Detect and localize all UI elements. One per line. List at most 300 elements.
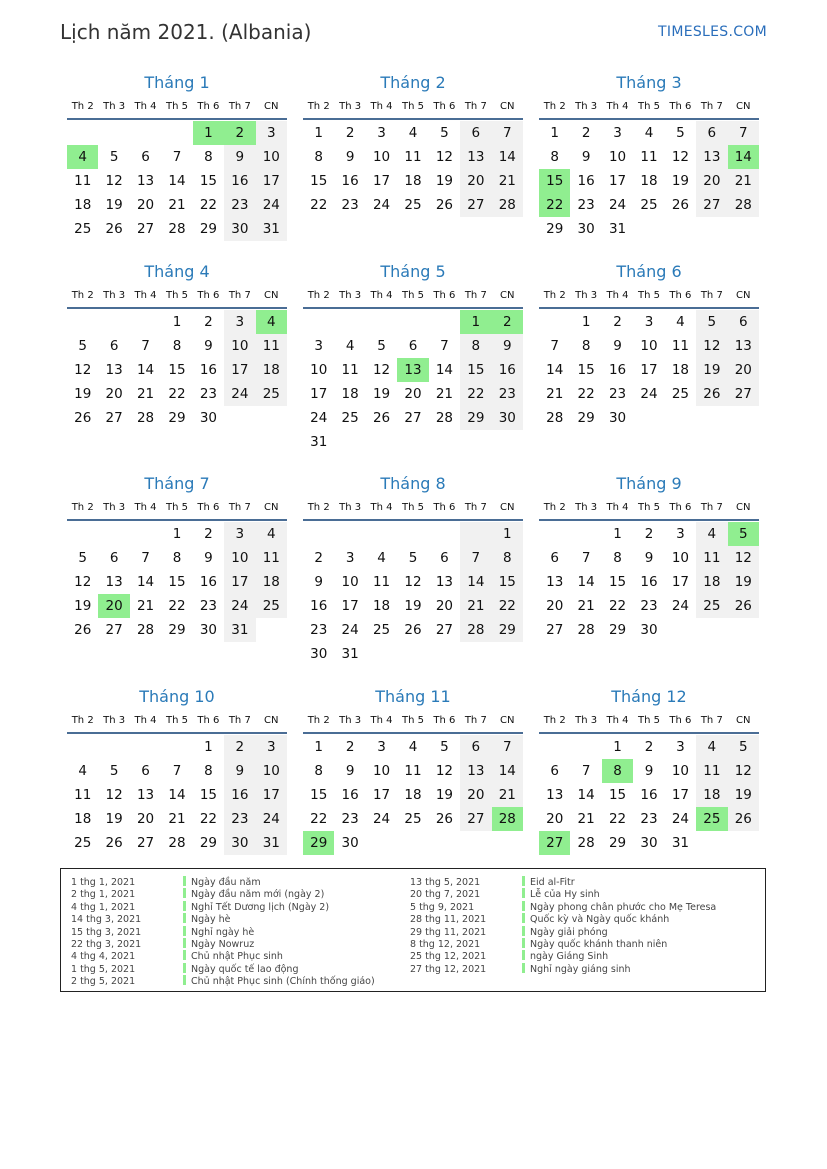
day-cell[interactable]: 3 (314, 338, 323, 354)
day-cell[interactable]: 7 (492, 121, 523, 145)
day-cell[interactable]: 10 (341, 574, 359, 590)
day-cell[interactable]: 12 (728, 759, 759, 783)
holiday-day-cell[interactable]: 5 (728, 522, 759, 546)
day-cell[interactable]: 9 (314, 574, 323, 590)
day-cell[interactable]: 4 (644, 125, 654, 141)
day-cell[interactable]: 20 (546, 598, 564, 614)
day-cell[interactable]: 7 (550, 338, 559, 354)
day-cell[interactable]: 26 (105, 221, 123, 237)
day-cell[interactable]: 25 (256, 594, 287, 618)
day-cell[interactable]: 5 (109, 763, 119, 779)
day-cell[interactable]: 6 (460, 735, 491, 759)
day-cell[interactable]: 17 (372, 173, 391, 189)
day-cell[interactable]: 14 (492, 145, 523, 169)
day-cell[interactable]: 22 (460, 382, 491, 406)
day-cell[interactable]: 26 (696, 382, 727, 406)
day-cell[interactable]: 29 (577, 410, 595, 426)
day-cell[interactable]: 26 (74, 622, 92, 638)
day-cell[interactable]: 29 (460, 406, 491, 430)
holiday-day-cell[interactable]: 22 (539, 193, 570, 217)
day-cell[interactable]: 21 (577, 598, 595, 614)
day-cell[interactable]: 16 (640, 574, 658, 590)
day-cell[interactable]: 23 (608, 386, 627, 402)
day-cell[interactable]: 1 (172, 314, 182, 330)
day-cell[interactable]: 13 (728, 334, 759, 358)
day-cell[interactable]: 25 (256, 382, 287, 406)
day-cell[interactable]: 3 (256, 735, 287, 759)
day-cell[interactable]: 16 (310, 598, 328, 614)
day-cell[interactable]: 19 (404, 598, 422, 614)
day-cell[interactable]: 21 (492, 783, 523, 807)
day-cell[interactable]: 1 (613, 526, 622, 542)
day-cell[interactable]: 8 (204, 763, 213, 779)
day-cell[interactable]: 24 (640, 386, 658, 402)
day-cell[interactable]: 28 (168, 835, 186, 851)
day-cell[interactable]: 14 (136, 574, 155, 590)
day-cell[interactable]: 4 (408, 739, 418, 755)
day-cell[interactable]: 15 (199, 173, 218, 189)
day-cell[interactable]: 14 (546, 362, 564, 378)
day-cell[interactable]: 10 (608, 149, 627, 165)
day-cell[interactable]: 18 (74, 197, 92, 213)
day-cell[interactable]: 19 (105, 197, 123, 213)
day-cell[interactable]: 18 (696, 783, 727, 807)
day-cell[interactable]: 31 (256, 217, 287, 241)
day-cell[interactable]: 5 (440, 125, 449, 141)
day-cell[interactable]: 14 (577, 574, 595, 590)
day-cell[interactable]: 25 (341, 410, 359, 426)
day-cell[interactable]: 2 (581, 125, 591, 141)
day-cell[interactable]: 1 (314, 125, 323, 141)
day-cell[interactable]: 6 (728, 310, 759, 334)
day-cell[interactable]: 8 (613, 550, 622, 566)
day-cell[interactable]: 30 (199, 622, 218, 638)
day-cell[interactable]: 8 (172, 338, 182, 354)
day-cell[interactable]: 14 (460, 570, 491, 594)
day-cell[interactable]: 12 (105, 787, 123, 803)
day-cell[interactable]: 14 (492, 759, 523, 783)
day-cell[interactable]: 21 (492, 169, 523, 193)
day-cell[interactable]: 18 (372, 598, 391, 614)
day-cell[interactable]: 29 (546, 221, 564, 237)
day-cell[interactable]: 20 (696, 169, 727, 193)
day-cell[interactable]: 27 (404, 410, 422, 426)
day-cell[interactable]: 20 (546, 811, 564, 827)
day-cell[interactable]: 28 (577, 622, 595, 638)
day-cell[interactable]: 13 (460, 145, 491, 169)
day-cell[interactable]: 21 (136, 386, 155, 402)
day-cell[interactable]: 20 (460, 783, 491, 807)
day-cell[interactable]: 18 (640, 173, 658, 189)
day-cell[interactable]: 16 (199, 362, 218, 378)
holiday-day-cell[interactable]: 2 (492, 310, 523, 334)
day-cell[interactable]: 1 (492, 522, 523, 546)
day-cell[interactable]: 19 (74, 386, 92, 402)
day-cell[interactable]: 14 (168, 173, 186, 189)
day-cell[interactable]: 24 (310, 410, 328, 426)
day-cell[interactable]: 16 (224, 169, 255, 193)
day-cell[interactable]: 7 (460, 546, 491, 570)
day-cell[interactable]: 22 (168, 598, 186, 614)
day-cell[interactable]: 19 (435, 173, 454, 189)
day-cell[interactable]: 1 (550, 125, 559, 141)
day-cell[interactable]: 17 (310, 386, 328, 402)
day-cell[interactable]: 6 (460, 121, 491, 145)
day-cell[interactable]: 27 (728, 382, 759, 406)
day-cell[interactable]: 3 (377, 125, 386, 141)
day-cell[interactable]: 27 (105, 410, 123, 426)
holiday-day-cell[interactable]: 15 (539, 169, 570, 193)
day-cell[interactable]: 24 (608, 197, 627, 213)
day-cell[interactable]: 15 (310, 173, 328, 189)
day-cell[interactable]: 30 (577, 221, 595, 237)
day-cell[interactable]: 10 (671, 763, 690, 779)
day-cell[interactable]: 2 (204, 314, 213, 330)
day-cell[interactable]: 13 (435, 574, 454, 590)
day-cell[interactable]: 2 (345, 125, 355, 141)
day-cell[interactable]: 8 (492, 546, 523, 570)
day-cell[interactable]: 1 (172, 526, 182, 542)
day-cell[interactable]: 2 (224, 735, 255, 759)
day-cell[interactable]: 18 (696, 570, 727, 594)
day-cell[interactable]: 5 (440, 739, 449, 755)
day-cell[interactable]: 22 (199, 197, 218, 213)
day-cell[interactable]: 28 (136, 410, 155, 426)
day-cell[interactable]: 23 (640, 811, 658, 827)
day-cell[interactable]: 11 (74, 173, 92, 189)
day-cell[interactable]: 19 (372, 386, 391, 402)
day-cell[interactable]: 26 (435, 811, 454, 827)
day-cell[interactable]: 20 (460, 169, 491, 193)
day-cell[interactable]: 4 (676, 314, 685, 330)
holiday-day-cell[interactable]: 4 (67, 145, 98, 169)
brand-link[interactable]: TIMESLES.COM (658, 24, 767, 40)
day-cell[interactable]: 27 (136, 221, 155, 237)
day-cell[interactable]: 12 (105, 173, 123, 189)
day-cell[interactable]: 17 (224, 358, 255, 382)
day-cell[interactable]: 18 (74, 811, 92, 827)
day-cell[interactable]: 9 (644, 763, 654, 779)
holiday-day-cell[interactable]: 25 (696, 807, 727, 831)
day-cell[interactable]: 12 (372, 362, 391, 378)
day-cell[interactable]: 12 (435, 149, 454, 165)
day-cell[interactable]: 9 (345, 763, 355, 779)
day-cell[interactable]: 8 (581, 338, 591, 354)
day-cell[interactable]: 18 (256, 358, 287, 382)
day-cell[interactable]: 13 (546, 787, 564, 803)
day-cell[interactable]: 15 (310, 787, 328, 803)
day-cell[interactable]: 1 (314, 739, 323, 755)
day-cell[interactable]: 26 (435, 197, 454, 213)
holiday-day-cell[interactable]: 8 (602, 759, 633, 783)
day-cell[interactable]: 23 (492, 382, 523, 406)
day-cell[interactable]: 3 (644, 314, 654, 330)
day-cell[interactable]: 31 (224, 618, 255, 642)
day-cell[interactable]: 30 (224, 217, 255, 241)
day-cell[interactable]: 18 (671, 362, 690, 378)
day-cell[interactable]: 15 (577, 362, 595, 378)
day-cell[interactable]: 4 (408, 125, 418, 141)
day-cell[interactable]: 14 (168, 787, 186, 803)
day-cell[interactable]: 7 (728, 121, 759, 145)
day-cell[interactable]: 13 (460, 759, 491, 783)
day-cell[interactable]: 16 (608, 362, 627, 378)
day-cell[interactable]: 24 (256, 193, 287, 217)
day-cell[interactable]: 26 (728, 594, 759, 618)
day-cell[interactable]: 29 (492, 618, 523, 642)
day-cell[interactable]: 22 (608, 598, 627, 614)
day-cell[interactable]: 7 (172, 763, 182, 779)
day-cell[interactable]: 5 (728, 735, 759, 759)
day-cell[interactable]: 20 (136, 811, 155, 827)
day-cell[interactable]: 13 (546, 574, 564, 590)
day-cell[interactable]: 9 (613, 338, 622, 354)
day-cell[interactable]: 22 (310, 811, 328, 827)
day-cell[interactable]: 18 (404, 173, 422, 189)
day-cell[interactable]: 10 (372, 149, 391, 165)
day-cell[interactable]: 11 (372, 574, 391, 590)
day-cell[interactable]: 3 (224, 522, 255, 546)
day-cell[interactable]: 2 (204, 526, 213, 542)
day-cell[interactable]: 23 (224, 807, 255, 831)
day-cell[interactable]: 23 (640, 598, 658, 614)
day-cell[interactable]: 4 (256, 522, 287, 546)
day-cell[interactable]: 21 (728, 169, 759, 193)
day-cell[interactable]: 18 (341, 386, 359, 402)
day-cell[interactable]: 11 (256, 334, 287, 358)
day-cell[interactable]: 7 (581, 763, 591, 779)
day-cell[interactable]: 16 (492, 358, 523, 382)
day-cell[interactable]: 11 (404, 763, 422, 779)
day-cell[interactable]: 20 (435, 598, 454, 614)
day-cell[interactable]: 19 (74, 598, 92, 614)
day-cell[interactable]: 24 (341, 622, 359, 638)
day-cell[interactable]: 25 (404, 197, 422, 213)
day-cell[interactable]: 31 (256, 831, 287, 855)
day-cell[interactable]: 5 (78, 338, 87, 354)
day-cell[interactable]: 28 (546, 410, 564, 426)
day-cell[interactable]: 2 (314, 550, 323, 566)
day-cell[interactable]: 8 (460, 334, 491, 358)
day-cell[interactable]: 30 (224, 831, 255, 855)
day-cell[interactable]: 2 (613, 314, 622, 330)
day-cell[interactable]: 1 (204, 739, 213, 755)
day-cell[interactable]: 15 (608, 574, 627, 590)
day-cell[interactable]: 17 (671, 787, 690, 803)
day-cell[interactable]: 24 (224, 382, 255, 406)
day-cell[interactable]: 18 (404, 787, 422, 803)
day-cell[interactable]: 23 (199, 386, 218, 402)
day-cell[interactable]: 6 (696, 121, 727, 145)
day-cell[interactable]: 9 (492, 334, 523, 358)
day-cell[interactable]: 5 (408, 550, 418, 566)
day-cell[interactable]: 13 (105, 362, 123, 378)
day-cell[interactable]: 3 (377, 739, 386, 755)
day-cell[interactable]: 28 (136, 622, 155, 638)
day-cell[interactable]: 14 (577, 787, 595, 803)
day-cell[interactable]: 6 (440, 550, 449, 566)
day-cell[interactable]: 12 (671, 149, 690, 165)
day-cell[interactable]: 17 (224, 570, 255, 594)
day-cell[interactable]: 16 (224, 783, 255, 807)
day-cell[interactable]: 22 (310, 197, 328, 213)
day-cell[interactable]: 28 (435, 410, 454, 426)
day-cell[interactable]: 11 (696, 759, 727, 783)
day-cell[interactable]: 15 (492, 570, 523, 594)
day-cell[interactable]: 19 (728, 570, 759, 594)
day-cell[interactable]: 10 (372, 763, 391, 779)
day-cell[interactable]: 29 (168, 622, 186, 638)
day-cell[interactable]: 25 (696, 594, 727, 618)
day-cell[interactable]: 7 (440, 338, 449, 354)
day-cell[interactable]: 3 (256, 121, 287, 145)
day-cell[interactable]: 17 (256, 169, 287, 193)
day-cell[interactable]: 17 (640, 362, 658, 378)
day-cell[interactable]: 24 (671, 811, 690, 827)
day-cell[interactable]: 6 (141, 149, 150, 165)
holiday-day-cell[interactable]: 29 (303, 831, 334, 855)
day-cell[interactable]: 25 (372, 622, 391, 638)
day-cell[interactable]: 29 (168, 410, 186, 426)
day-cell[interactable]: 16 (341, 173, 359, 189)
day-cell[interactable]: 4 (377, 550, 386, 566)
day-cell[interactable]: 2 (644, 739, 654, 755)
day-cell[interactable]: 21 (168, 811, 186, 827)
day-cell[interactable]: 29 (608, 622, 627, 638)
day-cell[interactable]: 9 (204, 338, 213, 354)
day-cell[interactable]: 4 (696, 522, 727, 546)
holiday-day-cell[interactable]: 20 (98, 594, 129, 618)
day-cell[interactable]: 23 (224, 193, 255, 217)
day-cell[interactable]: 9 (345, 149, 355, 165)
day-cell[interactable]: 21 (577, 811, 595, 827)
day-cell[interactable]: 10 (640, 338, 658, 354)
day-cell[interactable]: 1 (581, 314, 591, 330)
day-cell[interactable]: 26 (671, 197, 690, 213)
day-cell[interactable]: 13 (105, 574, 123, 590)
day-cell[interactable]: 21 (435, 386, 454, 402)
day-cell[interactable]: 31 (310, 434, 328, 450)
day-cell[interactable]: 31 (341, 646, 359, 662)
day-cell[interactable]: 27 (460, 807, 491, 831)
day-cell[interactable]: 24 (671, 598, 690, 614)
day-cell[interactable]: 6 (141, 763, 150, 779)
day-cell[interactable]: 27 (136, 835, 155, 851)
day-cell[interactable]: 4 (78, 763, 87, 779)
day-cell[interactable]: 28 (577, 835, 595, 851)
day-cell[interactable]: 19 (696, 358, 727, 382)
day-cell[interactable]: 25 (671, 386, 690, 402)
day-cell[interactable]: 15 (168, 362, 186, 378)
day-cell[interactable]: 22 (168, 386, 186, 402)
holiday-day-cell[interactable]: 13 (397, 358, 428, 382)
day-cell[interactable]: 10 (256, 145, 287, 169)
day-cell[interactable]: 26 (404, 622, 422, 638)
day-cell[interactable]: 27 (435, 622, 454, 638)
day-cell[interactable]: 30 (640, 835, 658, 851)
day-cell[interactable]: 4 (696, 735, 727, 759)
day-cell[interactable]: 16 (341, 787, 359, 803)
day-cell[interactable]: 12 (74, 362, 92, 378)
day-cell[interactable]: 20 (728, 358, 759, 382)
day-cell[interactable]: 13 (136, 787, 155, 803)
day-cell[interactable]: 2 (345, 739, 355, 755)
day-cell[interactable]: 11 (640, 149, 658, 165)
day-cell[interactable]: 17 (608, 173, 627, 189)
day-cell[interactable]: 2 (644, 526, 654, 542)
day-cell[interactable]: 7 (581, 550, 591, 566)
day-cell[interactable]: 8 (314, 149, 323, 165)
day-cell[interactable]: 1 (613, 739, 622, 755)
day-cell[interactable]: 23 (577, 197, 595, 213)
day-cell[interactable]: 11 (341, 362, 359, 378)
day-cell[interactable]: 10 (310, 362, 328, 378)
day-cell[interactable]: 9 (204, 550, 213, 566)
day-cell[interactable]: 9 (224, 145, 255, 169)
day-cell[interactable]: 30 (608, 410, 627, 426)
day-cell[interactable]: 15 (168, 574, 186, 590)
day-cell[interactable]: 22 (577, 386, 595, 402)
day-cell[interactable]: 7 (141, 550, 150, 566)
day-cell[interactable]: 3 (676, 526, 685, 542)
day-cell[interactable]: 15 (460, 358, 491, 382)
day-cell[interactable]: 23 (310, 622, 328, 638)
day-cell[interactable]: 23 (199, 598, 218, 614)
day-cell[interactable]: 20 (105, 386, 123, 402)
day-cell[interactable]: 10 (224, 546, 255, 570)
day-cell[interactable]: 29 (199, 221, 218, 237)
day-cell[interactable]: 12 (696, 334, 727, 358)
day-cell[interactable]: 24 (372, 197, 391, 213)
day-cell[interactable]: 15 (199, 787, 218, 803)
day-cell[interactable]: 12 (74, 574, 92, 590)
day-cell[interactable]: 26 (728, 807, 759, 831)
day-cell[interactable]: 17 (372, 787, 391, 803)
day-cell[interactable]: 10 (671, 550, 690, 566)
day-cell[interactable]: 30 (341, 835, 359, 851)
day-cell[interactable]: 16 (640, 787, 658, 803)
day-cell[interactable]: 14 (435, 362, 454, 378)
day-cell[interactable]: 3 (613, 125, 622, 141)
day-cell[interactable]: 7 (172, 149, 182, 165)
day-cell[interactable]: 30 (492, 406, 523, 430)
day-cell[interactable]: 25 (640, 197, 658, 213)
day-cell[interactable]: 3 (676, 739, 685, 755)
holiday-day-cell[interactable]: 2 (224, 121, 255, 145)
day-cell[interactable]: 9 (644, 550, 654, 566)
day-cell[interactable]: 20 (404, 386, 422, 402)
day-cell[interactable]: 30 (640, 622, 658, 638)
day-cell[interactable]: 3 (345, 550, 355, 566)
day-cell[interactable]: 13 (696, 145, 727, 169)
day-cell[interactable]: 19 (728, 783, 759, 807)
day-cell[interactable]: 13 (136, 173, 155, 189)
day-cell[interactable]: 25 (404, 811, 422, 827)
day-cell[interactable]: 27 (105, 622, 123, 638)
day-cell[interactable]: 28 (460, 618, 491, 642)
day-cell[interactable]: 28 (168, 221, 186, 237)
day-cell[interactable]: 16 (199, 574, 218, 590)
day-cell[interactable]: 4 (345, 338, 355, 354)
day-cell[interactable]: 7 (492, 735, 523, 759)
day-cell[interactable]: 10 (256, 759, 287, 783)
day-cell[interactable]: 18 (256, 570, 287, 594)
day-cell[interactable]: 24 (256, 807, 287, 831)
holiday-day-cell[interactable]: 27 (539, 831, 570, 855)
day-cell[interactable]: 21 (168, 197, 186, 213)
holiday-day-cell[interactable]: 4 (256, 310, 287, 334)
day-cell[interactable]: 10 (224, 334, 255, 358)
